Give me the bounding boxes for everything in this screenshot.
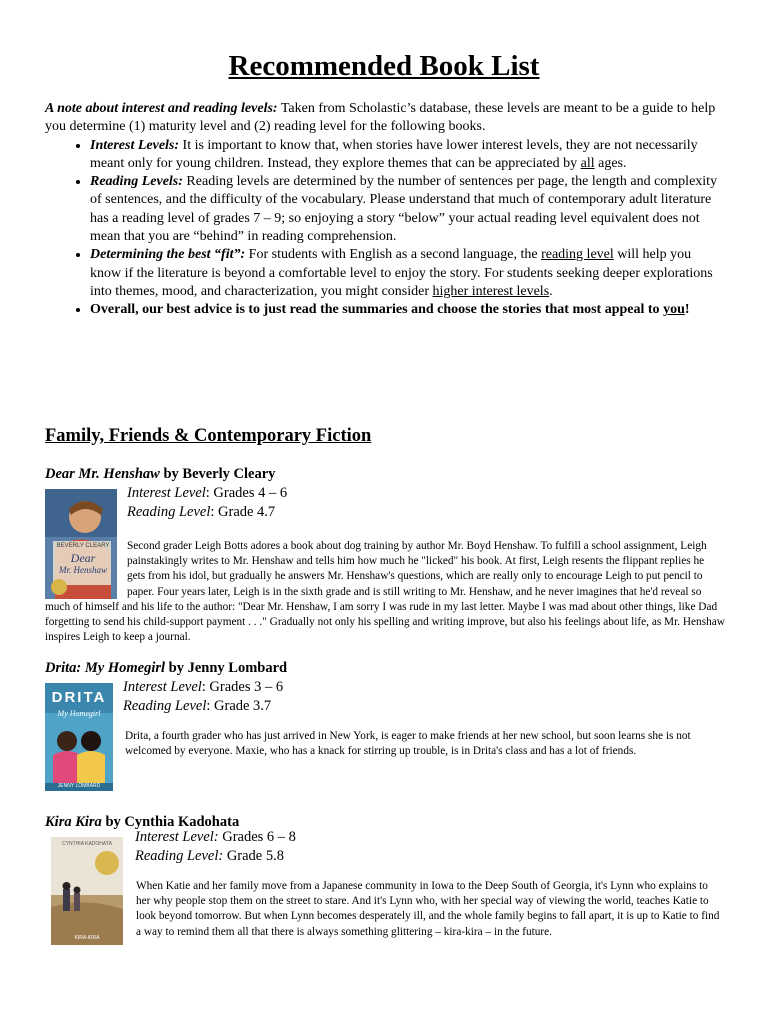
bullet-fit-end: .: [549, 283, 553, 299]
bullet-interest-underline: all: [580, 155, 595, 171]
book-summary: When Katie and her family move from a Japanese community in Iowa to the Deep South of Georgia, it's Lynn who explains to her why people stop them on the street to stare. And it's Lynn who, with her special way of viewing the world, teaches Katie to look beyond tomorrow. But when Lynn becomes desperately ill, and the whole family begins to fall apart, it is up to Katie to find a way to remind them all that there is always something glittering – kira-kira – in the future.: [136, 880, 720, 938]
reading-level-value: : Grade 3.7: [206, 697, 272, 714]
bullet-fit-underline-reading-level: reading level: [541, 247, 614, 263]
book-title-line: [45, 465, 725, 483]
cover-text-author: CYNTHIA KADOHATA: [62, 841, 112, 847]
book-summary-text: Second grader Leigh Botts adores a book about dog training by author Mr. Boyd Henshaw. To fulfill a school assignment, Leigh painstakingly writes to Mr. Henshaw and tells him how much he "licked" his book. At first, Leigh resents the flippant replies he gets from his idol, but gradually he answers Mr. Henshaw's questions, which are really only to encourage Leigh to put pencil to paper. Four years later, Leigh is in the sixth grade and is still writing to Mr. Henshaw, and he never imagines that he'd reveal so much of himself and his life to the author: "Dear Mr. Henshaw, I am sorry I was rude in my last letter. Maybe I was mad about other things, like Dad forgetting to send his child-support payment . . ." Gradually not only his spelling and writing improve, but also his feelings about life, as Mr. Henshaw inspires Leigh to keep a journal.: [45, 540, 725, 644]
interest-level-value: Grades 6 – 8: [218, 829, 296, 845]
bullet-reading-levels: [90, 173, 725, 246]
cover-text-title-2: Mr. Henshaw: [58, 565, 107, 575]
cover-text-author: JENNY LOMBARD: [57, 783, 101, 789]
reading-level: [127, 503, 287, 522]
bullet-interest-text: It is important to know that, when stories have lower interest levels, they are not necessarily meant only for young children. Instead, they explore themes that can be appreciated by: [90, 137, 698, 171]
book-author: by Jenny Lombard: [165, 660, 288, 676]
book-summary: [45, 539, 725, 645]
cover-text-title: DRITA: [51, 689, 107, 706]
bullet-best-fit: [90, 246, 725, 301]
book-title: Kira Kira: [45, 814, 102, 830]
page-title: Recommended Book List: [228, 50, 540, 82]
interest-level-value: : Grades 3 – 6: [201, 679, 284, 695]
book-cover-image: [45, 683, 113, 791]
note-intro-label: A note about interest and reading levels:: [45, 101, 278, 116]
book-entry: [45, 465, 725, 645]
bullet-interest-end: ages.: [594, 155, 627, 171]
cover-text-subtitle: My Homegirl: [57, 709, 101, 718]
reading-level: [123, 697, 283, 716]
cover-text-title-1: Dear: [70, 551, 96, 565]
bullet-reading-label: Reading Levels:: [90, 174, 183, 190]
bullet-fit-label: Determining the best “fit”:: [90, 247, 246, 263]
interest-level: [127, 484, 287, 503]
book-title: Drita: My Homegirl: [45, 660, 166, 676]
book-cover-image: [51, 837, 123, 945]
bullet-advice-end: !: [684, 302, 690, 318]
interest-level-label: Interest Level: [123, 679, 202, 695]
bullet-best-advice: [90, 301, 725, 319]
bullet-advice-underline: you: [663, 302, 685, 318]
book-title-line: [45, 659, 725, 677]
bullet-fit-middle: will help you know if the literature is beyond a comfortable level to enjoy the story. For students seeking deeper explorations into themes, mood, and characterization, you might consider: [90, 247, 713, 299]
book-author: by Beverly Cleary: [159, 466, 276, 482]
bullet-reading-text: Reading levels are determined by the number of sentences per page, the length and complexity of sentences, and the difficulty of the vocabulary. Please understand that much of contemporary adult literature has a reading level of grades 7 – 9; so enjoying a story “below” your actual reading level equivalent does not mean that you are “behind” in reading comprehension.: [90, 174, 718, 245]
note-intro: [45, 100, 725, 137]
cover-text-title: KIRA-KIRA: [74, 935, 100, 941]
bullet-interest-label: Interest Levels:: [90, 137, 180, 153]
reading-level-value: : Grade 4.7: [210, 503, 276, 520]
interest-level: [135, 828, 296, 847]
book-summary: Drita, a fourth grader who has just arrived in New York, is eager to make friends at her new school, but soon learns she is not welcomed by everyone. Maxie, who has a knack for stirring up trouble, is in Drita's class and has a lot of friends.: [125, 730, 691, 758]
reading-level-value: Grade 5.8: [223, 847, 284, 864]
book-author: by Cynthia Kadohata: [101, 814, 240, 830]
levels-note: [45, 100, 725, 320]
note-intro-text: Taken from Scholastic’s database, these levels are meant to be a guide to help you determine (1) maturity level and (2) reading level for the following books.: [45, 101, 716, 135]
bullet-interest-levels: [90, 137, 725, 174]
bullet-fit-text: For students with English as a second language, the: [245, 247, 542, 263]
book-levels: [135, 828, 296, 865]
interest-level: [123, 678, 283, 697]
book-levels: [123, 678, 283, 715]
section-heading: Family, Friends & Contemporary Fiction: [45, 426, 372, 446]
interest-level-value: : Grades 4 – 6: [205, 485, 288, 501]
reading-level-label: Reading Level: [123, 697, 207, 714]
interest-level-label: Interest Level:: [135, 829, 219, 845]
cover-text-author: BEVERLY CLEARY: [56, 543, 110, 549]
book-entry: [45, 813, 725, 963]
book-title: Dear Mr. Henshaw: [45, 466, 160, 482]
bullet-fit-underline-higher-interest: higher interest levels: [432, 283, 550, 299]
reading-level: [135, 847, 296, 866]
reading-level-label: Reading Level: [127, 503, 211, 520]
note-bullet-list: [45, 137, 725, 320]
bullet-advice-text: Overall, our best advice is to just read the summaries and choose the stories that most appeal to: [90, 302, 664, 318]
interest-level-label: Interest Level: [127, 485, 206, 501]
reading-level-label: Reading Level:: [135, 847, 224, 864]
book-entry: [45, 659, 725, 799]
summary-float-spacer: [45, 539, 127, 599]
book-levels: [127, 484, 287, 521]
book-cover-kira-kira: [51, 837, 123, 945]
